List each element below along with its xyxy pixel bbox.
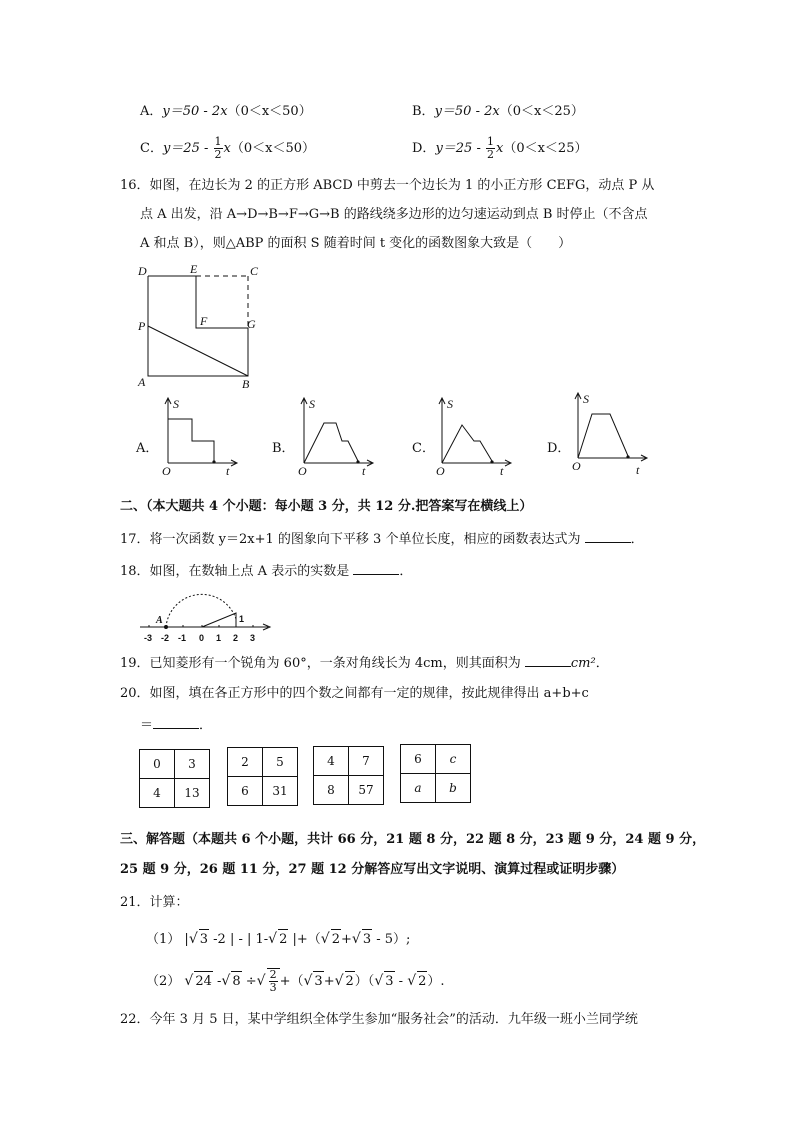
q20-grid-1 [139, 749, 210, 808]
q16-graph-c [432, 395, 522, 478]
option-label: A． [140, 104, 163, 119]
grid-cell: 31 [263, 777, 298, 806]
axis-s: S [309, 397, 315, 411]
q17-text: 17．将一次函数 y＝2x+1 的图象向下平移 3 个单位长度，相应的函数表达式为 [120, 532, 581, 547]
grid-cell: 6 [401, 745, 436, 774]
section-3-line-2: 25 题 9 分，26 题 11 分，27 题 12 分解答应写出文字说明、演算过程或证明步骤） [120, 862, 625, 877]
grid-cell: 8 [314, 776, 349, 805]
fraction [486, 136, 495, 161]
q20-end: ． [199, 718, 213, 733]
option-expr: y＝25 - [162, 141, 213, 156]
grid-cell: 3 [175, 750, 210, 779]
grid-cell: 4 [314, 747, 349, 776]
grid-cell: 57 [349, 776, 384, 805]
point-a-label: A [156, 615, 163, 626]
label-f: F [200, 314, 208, 328]
label-p: P [138, 319, 146, 333]
fraction-denominator: 2 [214, 148, 222, 161]
q18-number-line [136, 585, 276, 649]
tick-0: 0 [199, 633, 205, 643]
tick-minus-1: -1 [178, 633, 187, 643]
axis-o: O [436, 464, 445, 478]
option-var: x [495, 141, 504, 156]
q21-part-1 [146, 929, 410, 950]
q18-end: ． [399, 564, 413, 579]
option-expr: y＝25 - [435, 141, 485, 156]
q15-option-a [140, 102, 312, 122]
q20-equals: ＝ [140, 718, 154, 733]
q16-line-2: 点 A 出发，沿 A→D→B→F→G→B 的路线绕多边形的边匀速运动到点 B 时停止（不含点 [140, 207, 648, 222]
option-label: C． [140, 141, 163, 156]
grid-cell: 7 [349, 747, 384, 776]
grid-cell: 0 [140, 750, 175, 779]
grid-cell: 4 [140, 779, 175, 808]
graph-c-curve [442, 425, 492, 463]
tick-2: 2 [233, 633, 239, 643]
q20-grid-3 [313, 746, 384, 805]
q22-text: 22．今年 3 月 5 日，某中学组织全体学生参加“服务社会”的活动．九年级一班小兰同学统 [120, 1012, 638, 1027]
q20-line-2 [140, 714, 212, 736]
q16-option-d-label: D． [547, 441, 571, 456]
part-label: （2） [146, 974, 181, 989]
q15-option-c [140, 136, 315, 161]
q20-grid-2 [227, 747, 298, 806]
option-range: （0＜x＜25） [503, 141, 588, 156]
grid-cell: 6 [228, 777, 263, 806]
fraction-numerator: 1 [214, 135, 222, 148]
q16-graph-b [294, 395, 384, 478]
grid-cell: 13 [175, 779, 210, 808]
axis-s: S [173, 397, 179, 411]
q21-part-2 [146, 968, 445, 994]
option-range: （0＜x＜50） [230, 141, 315, 156]
q21-title: 21．计算： [120, 895, 189, 910]
q16-option-a-label: A． [136, 441, 159, 456]
axis-s: S [447, 397, 453, 411]
option-label: B． [412, 104, 435, 119]
part-label: （1） [146, 932, 181, 947]
axis-o: O [162, 464, 171, 478]
graph-d-curve [578, 414, 628, 458]
q16-graph-a [158, 395, 248, 478]
q15-option-b [412, 102, 584, 122]
q17-end: ． [630, 532, 644, 547]
polygon-outline [148, 276, 248, 376]
label-c: C [250, 264, 259, 278]
height-label: 1 [239, 614, 245, 624]
label-b: B [242, 377, 250, 391]
q19-end: ． [595, 656, 609, 671]
label-a: A [138, 375, 146, 389]
q16-graph-d [568, 390, 658, 477]
grid-cell: 5 [263, 748, 298, 777]
graph-b-curve [304, 423, 358, 463]
q19-text: 19．已知菱形有一个锐角为 60°，一条对角线长为 4cm，则其面积为 [120, 656, 521, 671]
q18-answer-blank [353, 560, 399, 575]
tick-1: 1 [216, 633, 222, 643]
expression-2: √ 24 -√ 8 ÷√ $\frac{2}{3}$ +（√ 3+√ 2）（√ 3 - √ 2）. [184, 968, 445, 994]
grid-cell: a [401, 774, 436, 803]
axis-t: t [636, 463, 640, 477]
option-var: x [220, 104, 228, 119]
grid-cell: c [436, 745, 471, 774]
q18 [120, 560, 412, 582]
fraction [214, 136, 223, 161]
tick-minus-2: -2 [161, 633, 170, 643]
graph-a-curve [168, 419, 214, 461]
q17-answer-blank [585, 528, 631, 543]
fraction-denominator: 2 [486, 148, 494, 161]
axis-t: t [226, 464, 230, 478]
q16-square-figure [130, 262, 270, 392]
segment-pb [148, 326, 248, 376]
option-var: x [223, 141, 231, 156]
q16-option-c-label: C． [412, 441, 435, 456]
q16-line-1: 16．如图，在边长为 2 的正方形 ABCD 中剪去一个边长为 1 的小正方形 CEFG，动点 P 从 [120, 178, 655, 193]
label-g: G [247, 317, 256, 331]
axis-t: t [362, 464, 366, 478]
option-range: （0＜x＜50） [227, 104, 312, 119]
right-triangle [202, 613, 236, 627]
option-label: D． [412, 141, 436, 156]
label-d: D [138, 264, 147, 278]
q19-answer-blank [525, 652, 571, 667]
q20-line-1: 20．如图，填在各正方形中的四个数之间都有一定的规律，按此规律得出 a+b+c [120, 686, 589, 701]
arc [166, 594, 236, 627]
q15-option-d [412, 136, 587, 161]
option-range: （0＜x＜25） [499, 104, 584, 119]
q18-text: 18．如图，在数轴上点 A 表示的实数是 [120, 564, 350, 579]
q17 [120, 528, 644, 550]
tick-minus-3: -3 [144, 633, 153, 643]
label-e: E [190, 262, 198, 276]
option-var: x [492, 104, 500, 119]
fraction-numerator: 1 [486, 135, 494, 148]
axis-t: t [500, 464, 504, 478]
section-2-heading: 二、（本大题共 4 个小题：每小题 3 分，共 12 分.把答案写在横线上） [120, 499, 533, 514]
axis-o: O [298, 464, 307, 478]
section-3-line-1: 三、解答题（本题共 6 个小题，共计 66 分，21 题 8 分，22 题 8 分，23 题 9 分，24 题 9 分， [120, 832, 706, 847]
option-expr: y＝50 - 2 [434, 104, 493, 119]
point-a [164, 625, 168, 629]
q19-unit: cm² [570, 656, 596, 671]
q20-answer-blank [153, 714, 199, 729]
expression-1: |√ 3 -2 | - | 1-√ 2 |+（√ 2+√ 3 - 5）; [184, 932, 410, 947]
q20-grid-4 [400, 744, 471, 803]
axis-o: O [572, 459, 581, 473]
grid-cell: 2 [228, 748, 263, 777]
tick-3: 3 [250, 633, 256, 643]
q19 [120, 652, 609, 674]
q16-line-3: A 和点 B），则△ABP 的面积 S 随着时间 t 变化的函数图象大致是（ ） [140, 236, 572, 251]
axis-s: S [583, 392, 589, 406]
option-expr: y＝50 - 2 [162, 104, 221, 119]
q16-option-b-label: B． [272, 441, 295, 456]
grid-cell: b [436, 774, 471, 803]
